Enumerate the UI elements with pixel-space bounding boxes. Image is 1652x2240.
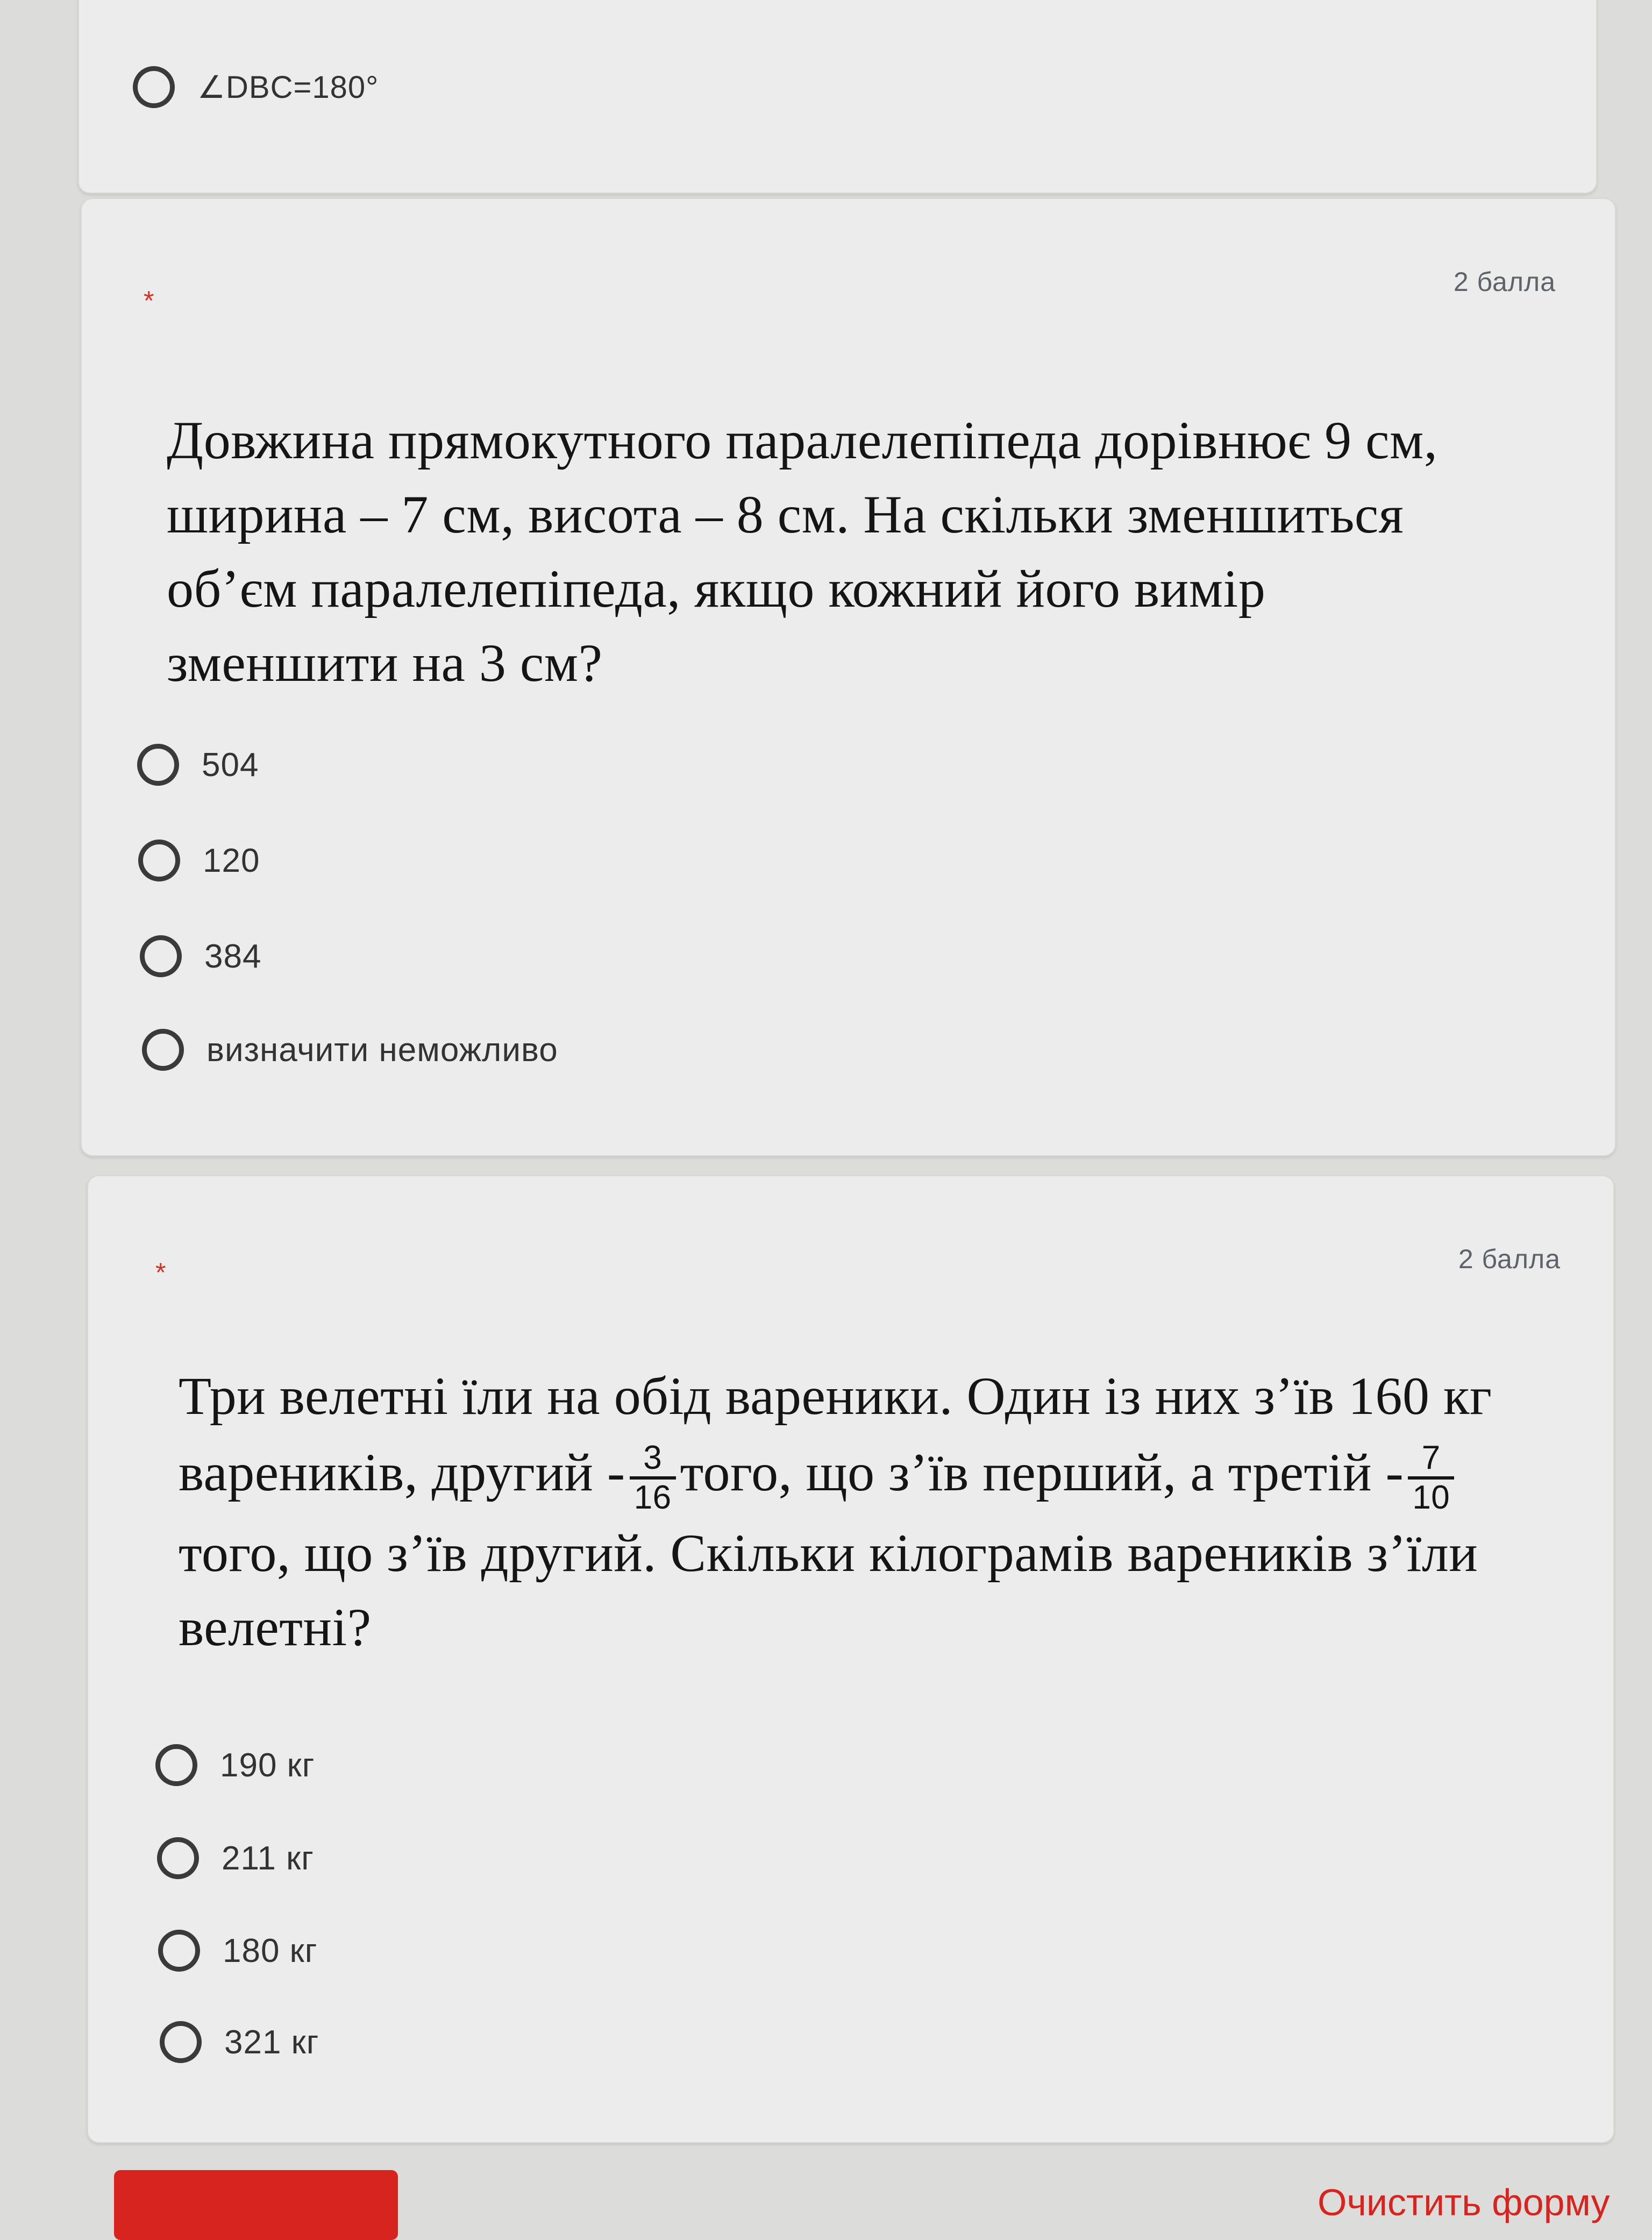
option-211kg[interactable]	[157, 1831, 314, 1885]
option-label: ∠DBC=180°	[197, 70, 379, 105]
option-label: 211 кг	[222, 1839, 314, 1877]
option-label: 384	[204, 937, 262, 975]
radio-button[interactable]	[133, 66, 175, 108]
question-line: Три велетні їли на обід вареники. Один із них з’їв 160 кг	[179, 1366, 1492, 1426]
option-label: 190 кг	[220, 1746, 315, 1784]
clear-form-link[interactable]: Очистить форму	[1318, 2181, 1610, 2223]
question-line: того, що з’їв другий. Скільки кілограмів вареників з’їли	[179, 1523, 1478, 1583]
option-label: 120	[203, 842, 260, 879]
question-card-volume	[81, 198, 1616, 1156]
fraction-numerator: 7	[1408, 1440, 1454, 1480]
radio-button[interactable]	[140, 935, 182, 977]
question-line: Довжина прямокутного паралелепіпеда дорівнює 9 см,	[167, 410, 1438, 470]
question-line: зменшити на 3 см?	[167, 633, 603, 693]
option-384[interactable]	[140, 929, 261, 983]
radio-button[interactable]	[160, 2021, 202, 2063]
fraction-7-10	[1408, 1440, 1454, 1516]
option-120[interactable]	[138, 834, 260, 887]
radio-button[interactable]	[155, 1744, 197, 1786]
option-label: 180 кг	[223, 1932, 318, 1969]
option-partial-hidden[interactable]	[133, 0, 175, 1]
option-label: визначити неможливо	[206, 1031, 558, 1069]
question-line	[179, 1435, 1598, 1516]
option-dbc-180[interactable]	[133, 60, 379, 114]
radio-button[interactable]	[158, 1930, 200, 1972]
option-label: 321 кг	[224, 2023, 319, 2061]
option-190kg[interactable]	[155, 1738, 315, 1792]
question-text	[179, 1359, 1598, 1665]
question-text-segment: вареників, другий -	[179, 1442, 625, 1502]
submit-button[interactable]	[114, 2170, 398, 2240]
fraction-denominator: 10	[1412, 1479, 1450, 1517]
radio-button[interactable]	[138, 840, 180, 881]
fraction-numerator: 3	[630, 1440, 676, 1480]
radio-button[interactable]	[157, 1837, 199, 1879]
previous-question-card	[78, 0, 1597, 194]
question-line: ширина – 7 см, висота – 8 см. На скільки зменшиться	[167, 485, 1404, 544]
question-card-giants	[87, 1175, 1614, 2143]
option-180kg[interactable]	[158, 1924, 317, 1978]
points-label: 2 балла	[1453, 267, 1556, 297]
option-undeterminable[interactable]	[142, 1023, 558, 1077]
fraction-3-16	[630, 1440, 676, 1516]
radio-button[interactable]	[142, 1029, 184, 1071]
radio-button[interactable]	[137, 744, 179, 786]
required-asterisk: *	[155, 1257, 166, 1288]
required-asterisk: *	[144, 286, 154, 316]
option-321kg[interactable]	[160, 2015, 319, 2069]
question-line: велетні?	[179, 1597, 372, 1658]
option-label: 504	[202, 746, 259, 784]
fraction-denominator: 16	[633, 1479, 672, 1517]
question-text-segment: того, що з’їв перший, а третій -	[680, 1442, 1404, 1502]
question-text	[167, 403, 1608, 700]
option-504[interactable]	[137, 738, 259, 792]
question-line: об’єм паралелепіпеда, якщо кожний його вимір	[167, 559, 1266, 618]
points-label: 2 балла	[1458, 1244, 1561, 1274]
